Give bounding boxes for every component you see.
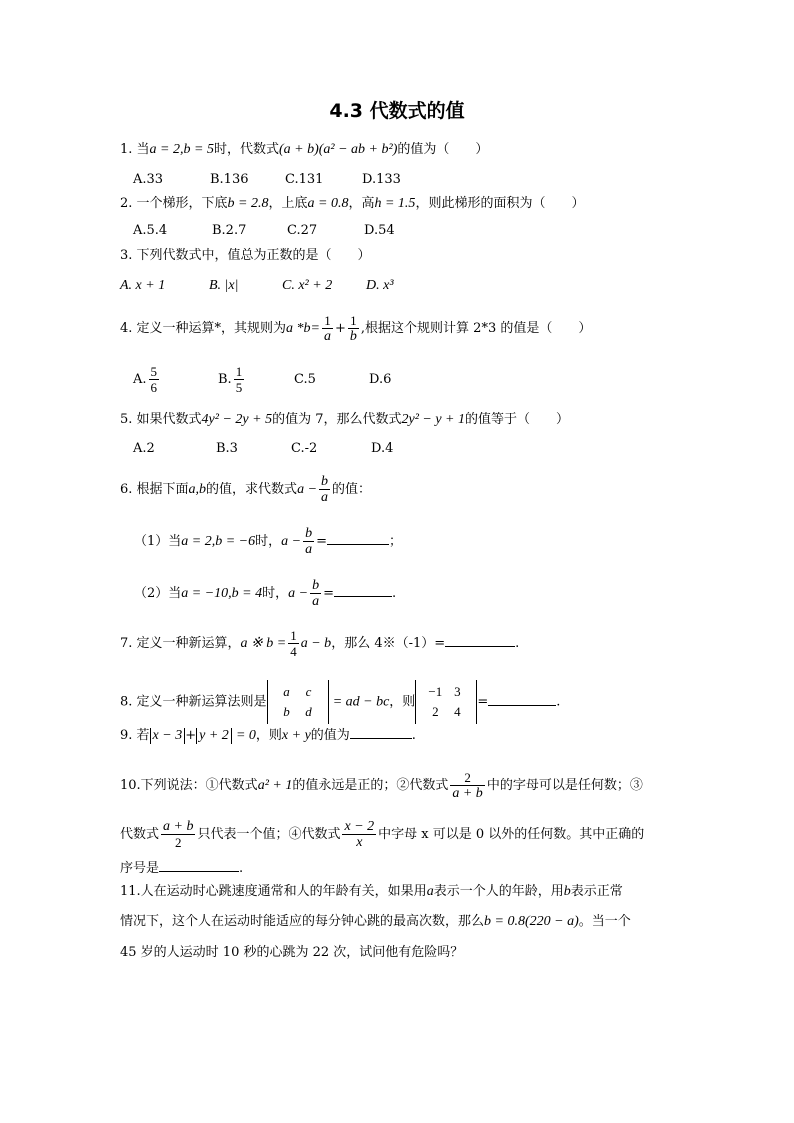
option-d: D. x³ bbox=[366, 278, 394, 293]
question-6-part-1: （1）当a = 2,b = −6时，a − $\frac{b}{a}$ = ； bbox=[134, 526, 403, 557]
option-d: D.6 bbox=[369, 372, 392, 387]
fraction: $\frac{1}{4}$ bbox=[290, 628, 297, 659]
question-5: 5. 如果代数式4y² − 2y + 5的值为 7，那么代数式2y² − y + 1的值等于（ ） bbox=[120, 412, 570, 427]
question-4-options: A. $\frac{5}{6}$ B. $\frac{1}{5}$ C.5 D.6 bbox=[133, 364, 392, 395]
page-title: 4.3 代数式的值 bbox=[329, 100, 465, 122]
determinant-definition: a c b d bbox=[267, 680, 329, 724]
answer-blank[interactable] bbox=[488, 693, 556, 706]
option-b: B.136 bbox=[210, 172, 249, 187]
option-a: A.2 bbox=[133, 441, 155, 456]
option-c: C.-2 bbox=[291, 441, 318, 456]
question-10-line-3: 序号是 . bbox=[120, 861, 244, 876]
question-2: 2. 一个梯形，下底b = 2.8，上底a = 0.8，高h = 1.5，则此梯形的面积为（ ） bbox=[120, 196, 585, 211]
question-11-line-1: 11.人在运动时心跳速度通常和人的年龄有关，如果用a表示一个人的年龄，用b表示正常 bbox=[120, 884, 623, 899]
question-3: 3. 下列代数式中，值总为正数的是（ ） bbox=[120, 248, 371, 263]
fraction: $\frac{x - 2}{x}$ bbox=[344, 819, 375, 850]
answer-blank[interactable] bbox=[159, 859, 239, 872]
option-d: D.4 bbox=[371, 441, 394, 456]
question-5-options bbox=[133, 440, 393, 458]
fraction: $\frac{1}{a}$ bbox=[324, 313, 331, 344]
fraction: $\frac{a + b}{2}$ bbox=[163, 819, 194, 850]
option-b: B. |x| bbox=[209, 278, 239, 293]
question-10-line-2: 代数式 $\frac{a + b}{2}$ 只代表一个值；④代数式 $\frac{x - 2}{x}$ 中字母 x 可以是 0 以外的任何数。其中正确的 bbox=[120, 819, 645, 850]
question-8: 8. 定义一种新运算法则是a c b d = ad − bc，则−1 3 2 4= . bbox=[120, 680, 560, 724]
question-1-options bbox=[133, 171, 401, 189]
question-6: 6. 根据下面a,b的值，求代数式a − $\frac{b}{a}$ 的值： bbox=[120, 474, 372, 505]
option-c: C.5 bbox=[294, 372, 316, 387]
answer-blank[interactable] bbox=[350, 726, 412, 739]
question-11-line-2: 情况下，这个人在运动时能适应的每分钟心跳的最高次数，那么b = 0.8(220 − a)。当一个 bbox=[120, 914, 631, 929]
option-b-fraction: $\frac{1}{5}$ bbox=[235, 364, 243, 395]
option-c: C.27 bbox=[287, 223, 318, 238]
option-d: D.133 bbox=[362, 172, 401, 187]
option-d: D.54 bbox=[364, 223, 395, 238]
determinant-problem: −1 3 2 4 bbox=[415, 680, 477, 724]
option-a: A.33 bbox=[133, 172, 164, 187]
option-b: B.3 bbox=[216, 441, 238, 456]
fraction: $\frac{b}{a}$ bbox=[321, 474, 329, 505]
question-7: 7. 定义一种新运算，a ※ b = $\frac{1}{4}$ a − b，那么 4※（-1）= . bbox=[120, 628, 520, 659]
question-6-part-2: （2）当a = −10,b = 4时，a − $\frac{b}{a}$ = . bbox=[134, 578, 397, 609]
question-9: 9. 若 x − 3 + y + 2 = 0，则x + y的值为 . bbox=[120, 728, 416, 743]
answer-blank[interactable] bbox=[445, 634, 515, 647]
option-a-fraction: $\frac{5}{6}$ bbox=[150, 364, 158, 395]
fraction: $\frac{b}{a}$ bbox=[305, 526, 313, 557]
answer-blank[interactable] bbox=[327, 532, 389, 545]
question-3-options bbox=[120, 277, 394, 295]
question-11-line-3: 45 岁的人运动时 10 秒的心跳为 22 次，试问他有危险吗？ bbox=[120, 945, 464, 960]
fraction: $\frac{b}{a}$ bbox=[312, 578, 320, 609]
fraction: $\frac{1}{b}$ bbox=[349, 313, 357, 344]
question-10-line-1: 10.下列说法：①代数式a² + 1的值永远是正的；②代数式 $\frac{2}{a + b}$ 中的字母可以是任何数；③ bbox=[120, 770, 643, 801]
question-1: 1. 当a = 2,b = 5时，代数式(a + b)(a² − ab + b²)的值为（ ） bbox=[120, 142, 489, 157]
question-4: 4. 定义一种运算*，其规则为a *b= $\frac{1}{a}$ + $\frac{1}{b}$ ,根据这个规则计算 2*3 的值是（ ） bbox=[120, 313, 592, 344]
option-b: B.2.7 bbox=[212, 223, 247, 238]
question-2-options bbox=[133, 222, 395, 240]
option-a: A. x + 1 bbox=[120, 278, 166, 293]
fraction: $\frac{2}{a + b}$ bbox=[452, 770, 483, 801]
option-c: C.131 bbox=[285, 172, 324, 187]
option-c: C. x² + 2 bbox=[282, 278, 333, 293]
option-a: A.5.4 bbox=[133, 223, 168, 238]
answer-blank[interactable] bbox=[334, 584, 392, 597]
